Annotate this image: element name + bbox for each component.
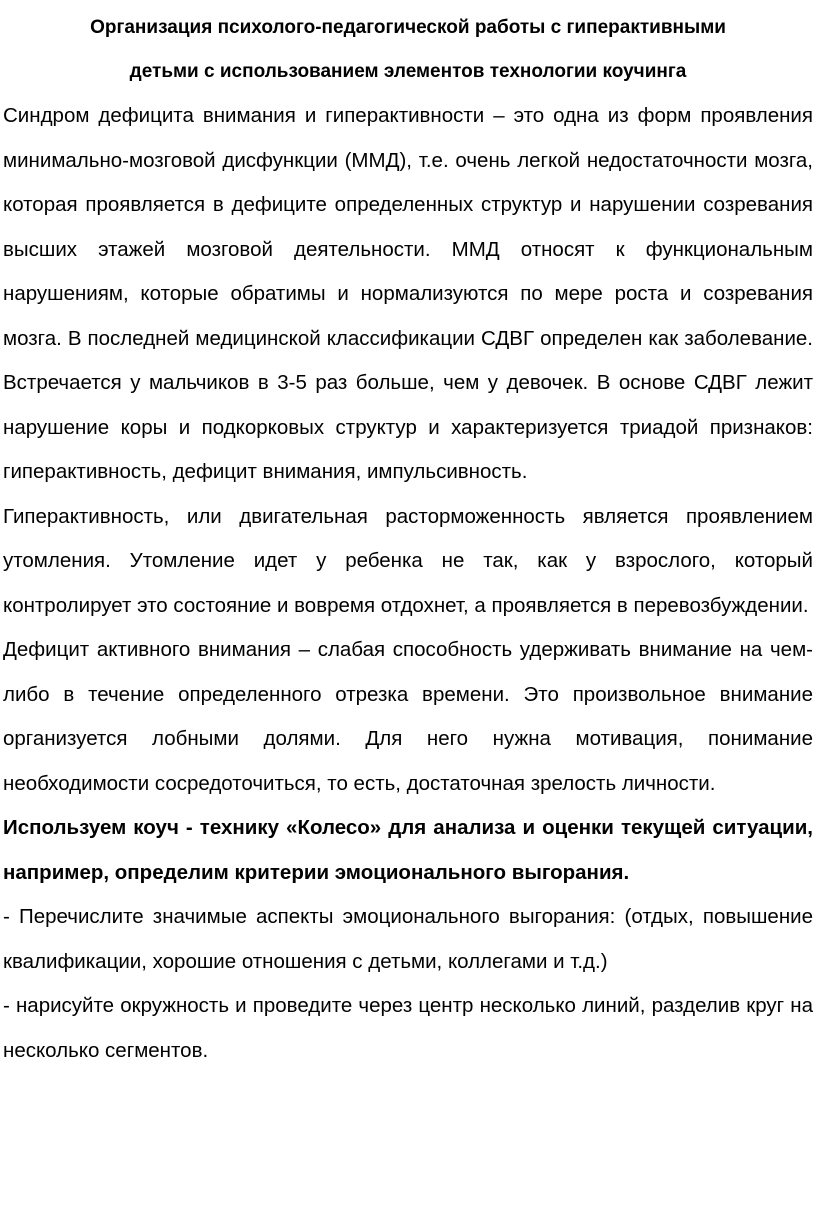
document-title xyxy=(3,6,813,94)
paragraph-draw-circle: - нарисуйте окружность и проведите через центр несколько линий, разделив круг на несколько сегментов. xyxy=(3,994,813,1062)
paragraph-attention-deficit: Дефицит активного внимания – слабая способность удерживать внимание на чем-либо в течение определенного отрезка времени. Это произвольное внимание организуется лобными долями. Для него нужна мотивация, понимание необходимости сосредоточиться, то есть, достаточная зрелость личности. xyxy=(3,638,813,795)
paragraph-coaching-wheel: Используем коуч - технику «Колесо» для анализа и оценки текущей ситуации, например, определим критерии эмоционального выгорания. xyxy=(3,816,813,884)
paragraph-adhd-definition: Синдром дефицита внимания и гиперактивности – это одна из форм проявления минимально-мозговой дисфункции (ММД), т.е. очень легкой недостаточности мозга, которая проявляется в дефиците определенных структур и нарушении созревания высших этажей мозговой деятельности. ММД относят к функциональным нарушениям, которые обратимы и нормализуются по мере роста и созревания мозга. В последней медицинской классификации СДВГ определен как заболевание. Встречается у мальчиков в 3-5 раз больше, чем у девочек. В основе СДВГ лежит нарушение коры и подкорковых структур и характеризуется триадой признаков: гиперактивность, дефицит внимания, импульсивность. xyxy=(3,104,813,483)
paragraph-list-aspects: - Перечислите значимые аспекты эмоционального выгорания: (отдых, повышение квалификации, хорошие отношения с детьми, коллегами и т.д.) xyxy=(3,905,813,973)
document-title-line-1: Организация психолого-педагогической работы с гиперактивными xyxy=(90,17,726,38)
document-title-line-2: детьми с использованием элементов технологии коучинга xyxy=(129,61,687,82)
paragraph-hyperactivity: Гиперактивность, или двигательная расторможенность является проявлением утомления. Утомление идет у ребенка не так, как у взрослого, который контролирует это состояние и вовремя отдохнет, а проявляется в перевозбуждении. xyxy=(3,504,813,617)
